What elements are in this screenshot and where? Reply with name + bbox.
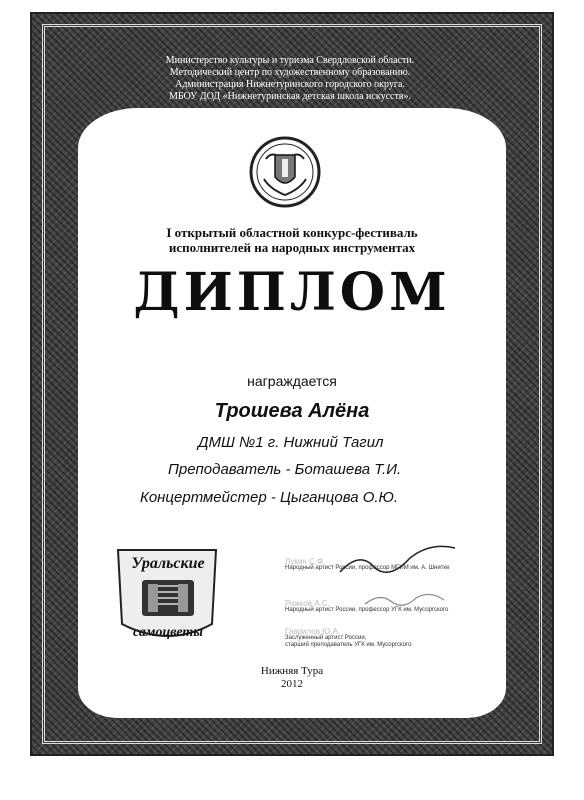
year: 2012 (281, 678, 303, 690)
place: Нижняя Тура (260, 665, 324, 677)
issuer-header (130, 55, 450, 103)
signer-title: старший преподаватель УГК им. Мусоргского (285, 642, 412, 648)
issuer-line: Администрация Нижнетуринского городского округа. (175, 79, 405, 90)
handwritten-signature (360, 588, 450, 612)
recipient-name: Трошева Алёна (214, 400, 370, 422)
school-line: ДМШ №1 г. Нижний Тагил (198, 434, 384, 451)
coat-of-arms-emblem (248, 135, 322, 209)
teacher-line: Преподаватель - Боташева Т.И. (168, 461, 402, 478)
handwritten-signature (330, 540, 470, 580)
awarded-label: награждается (247, 373, 337, 389)
diploma-title: ДИПЛОМ (133, 262, 451, 323)
signer-name: Лукин С.Ф. (285, 557, 326, 566)
signature-block (285, 628, 411, 649)
contest-line: исполнителей на народных инструментах (168, 240, 416, 255)
signer-title: Народный артист России, профессор МГИМ им. А. Шнитке (285, 565, 450, 571)
contest-title (100, 225, 484, 255)
logo-top-text: Уральские (131, 555, 205, 572)
accompanist-line: Концертмейстер - Цыганцова О.Ю. (140, 489, 399, 506)
signer-name: Гаврилов Ю.А. (285, 627, 341, 636)
issuer-line: МБОУ ДОД «Нижнетуринская детская школа искусств». (168, 91, 412, 102)
place-and-year (200, 665, 384, 691)
signer-name: Рожков А.С. (285, 599, 330, 608)
contest-line: I открытый областной конкурс-фестиваль (166, 225, 418, 240)
festival-logo (112, 540, 224, 652)
logo-bottom-text: самоцветы (133, 625, 203, 640)
signer-title: Народный артист России, профессор УГК им. Мусоргского (285, 607, 449, 613)
signer-title: Заслуженный артист России, (285, 635, 367, 641)
issuer-line: Министерство культуры и туризма Свердловской области. (165, 55, 415, 66)
issuer-line: Методический центр по художественному образованию. (169, 67, 411, 78)
